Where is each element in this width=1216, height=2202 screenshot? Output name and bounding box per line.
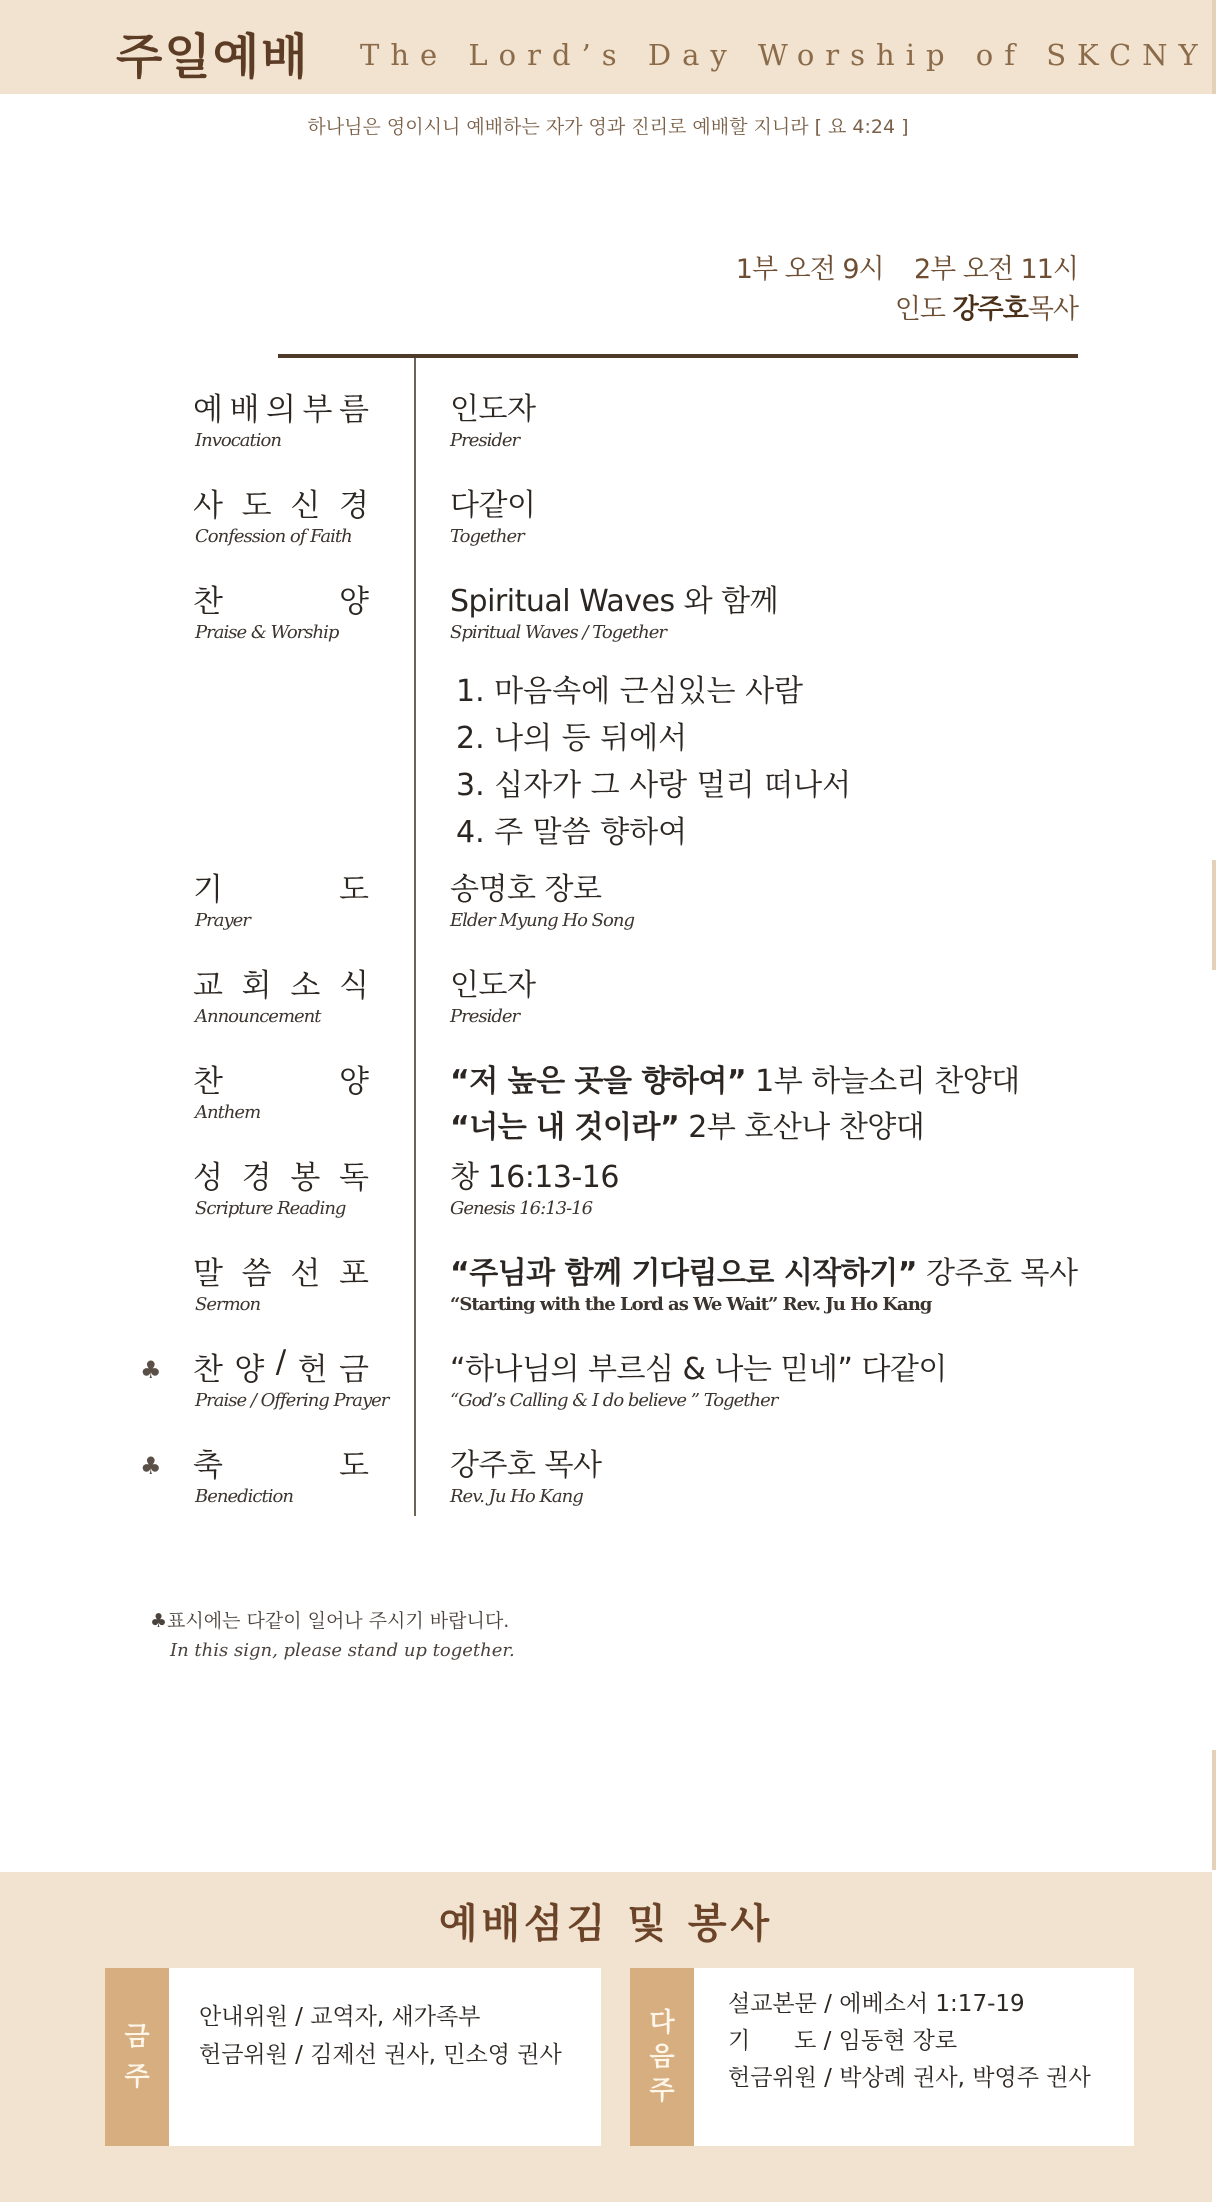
order-value-en: Presider — [450, 430, 520, 451]
right-edge-strip — [1212, 1750, 1216, 1870]
order-value-en: Rev. Ju Ho Kang — [450, 1486, 583, 1507]
scripture-verse: 하나님은 영이시니 예배하는 자가 영과 진리로 예배할 지니라 [ 요 4:24 ] — [307, 116, 909, 138]
list-item: 4. 주 말씀 향하여 — [456, 815, 688, 850]
order-value: “저 높은 곳을 향하여” 1부 하늘소리 찬양대 — [450, 1064, 1020, 1099]
order-label-ko: 교 회 소 식 — [193, 968, 369, 1004]
order-value: 다같이 — [450, 488, 536, 523]
column-divider — [414, 358, 416, 1516]
order-value-second: “너는 내 것이라” 2부 호산나 찬양대 — [450, 1110, 925, 1145]
order-label-en: Anthem — [195, 1102, 261, 1123]
order-label-en: Announcement — [195, 1006, 321, 1027]
leader-suffix: 목사 — [1027, 294, 1078, 325]
order-value-en: Together — [450, 526, 524, 547]
next-week-card — [694, 1968, 1134, 2146]
stand-note-en: In this sign, please stand up together. — [170, 1640, 515, 1661]
order-value: “하나님의 부르심 & 나는 믿네” 다같이 — [450, 1352, 947, 1387]
order-label-ko: 예 배 의 부 름 — [193, 392, 369, 428]
right-edge-strip — [1212, 0, 1216, 94]
order-label-en: Praise / Offering Prayer — [195, 1390, 389, 1411]
order-value: Spiritual Waves 와 함께 — [450, 584, 779, 619]
song-list — [456, 668, 851, 856]
this-week-line: 안내위원 / 교역자, 새가족부 — [199, 2004, 481, 2030]
order-label-ko: 기 도 — [193, 872, 369, 908]
order-value: 송명호 장로 — [450, 872, 602, 907]
order-label-ko: 찬 양 / 헌 금 — [193, 1344, 369, 1388]
order-value-en: Elder Myung Ho Song — [450, 910, 634, 931]
next-week-line: 기 도 / 임동현 장로 — [728, 2028, 958, 2054]
service-team-title: 예배섬김 및 봉사 — [438, 1901, 774, 1947]
order-label-ko: 성 경 봉 독 — [193, 1160, 369, 1196]
this-week-line: 헌금위원 / 김제선 권사, 민소영 권사 — [199, 2042, 562, 2068]
right-edge-strip — [1212, 860, 1216, 970]
list-item: 1. 마음속에 근심있는 사람 — [456, 674, 804, 709]
order-label-en: Confession of Faith — [195, 526, 352, 547]
club-icon: ♣ — [150, 1610, 168, 1632]
list-item: 3. 십자가 그 사랑 멀리 떠나서 — [456, 768, 852, 803]
order-label-en: Scripture Reading — [195, 1198, 346, 1219]
list-item: 2. 나의 등 뒤에서 — [456, 721, 688, 756]
order-label-ko: 사 도 신 경 — [193, 488, 369, 524]
service-times — [736, 250, 1078, 330]
order-label-en: Sermon — [195, 1294, 261, 1315]
this-week-card — [169, 1968, 601, 2146]
this-week-tag: 금 주 — [105, 1968, 169, 2146]
order-value-en: “God’s Calling & I do believe ” Together — [450, 1390, 778, 1411]
leader-prefix: 인도 — [894, 294, 945, 325]
second-service-time: 2부 오전 11시 — [913, 254, 1078, 285]
leader-name: 강주호 — [952, 294, 1028, 325]
order-label-ko: 찬 양 — [193, 1064, 369, 1100]
order-value: 강주호 목사 — [450, 1448, 602, 1483]
club-icon: ♣ — [140, 1356, 162, 1384]
order-label-en: Invocation — [195, 430, 281, 451]
order-label-ko: 축 도 — [193, 1448, 369, 1484]
order-value-en: Spiritual Waves / Together — [450, 622, 666, 643]
order-value-en: “Starting with the Lord as We Wait” Rev. Ju Ho Kang — [450, 1294, 932, 1315]
order-label-ko: 찬 양 — [193, 584, 369, 620]
page-title: 주일예배 — [116, 29, 310, 85]
next-week-line: 헌금위원 / 박상례 권사, 박영주 권사 — [728, 2065, 1091, 2091]
club-icon: ♣ — [140, 1452, 162, 1480]
order-value: 인도자 — [450, 392, 536, 427]
order-label-en: Benediction — [195, 1486, 293, 1507]
next-week-tag: 다 음 주 — [630, 1968, 694, 2146]
next-week-line: 설교본문 / 에베소서 1:17-19 — [728, 1991, 1025, 2017]
order-value: 창 16:13-16 — [450, 1160, 619, 1195]
first-service-time: 1부 오전 9시 — [735, 254, 884, 285]
order-value-en: Presider — [450, 1006, 520, 1027]
stand-note-ko: 표시에는 다같이 일어나 주시기 바랍니다. — [167, 1610, 510, 1632]
order-value-en: Genesis 16:13-16 — [450, 1198, 593, 1219]
stand-note — [150, 1606, 509, 1633]
order-value: “주님과 함께 기다림으로 시작하기” 강주호 목사 — [450, 1256, 1078, 1291]
page-subtitle: The Lord’s Day Worship of SKCNY — [360, 38, 1209, 72]
order-value: 인도자 — [450, 968, 536, 1003]
order-label-en: Praise & Worship — [195, 622, 339, 643]
order-label-ko: 말 씀 선 포 — [193, 1256, 369, 1292]
order-label-en: Prayer — [195, 910, 250, 931]
header-rule — [278, 354, 1078, 358]
